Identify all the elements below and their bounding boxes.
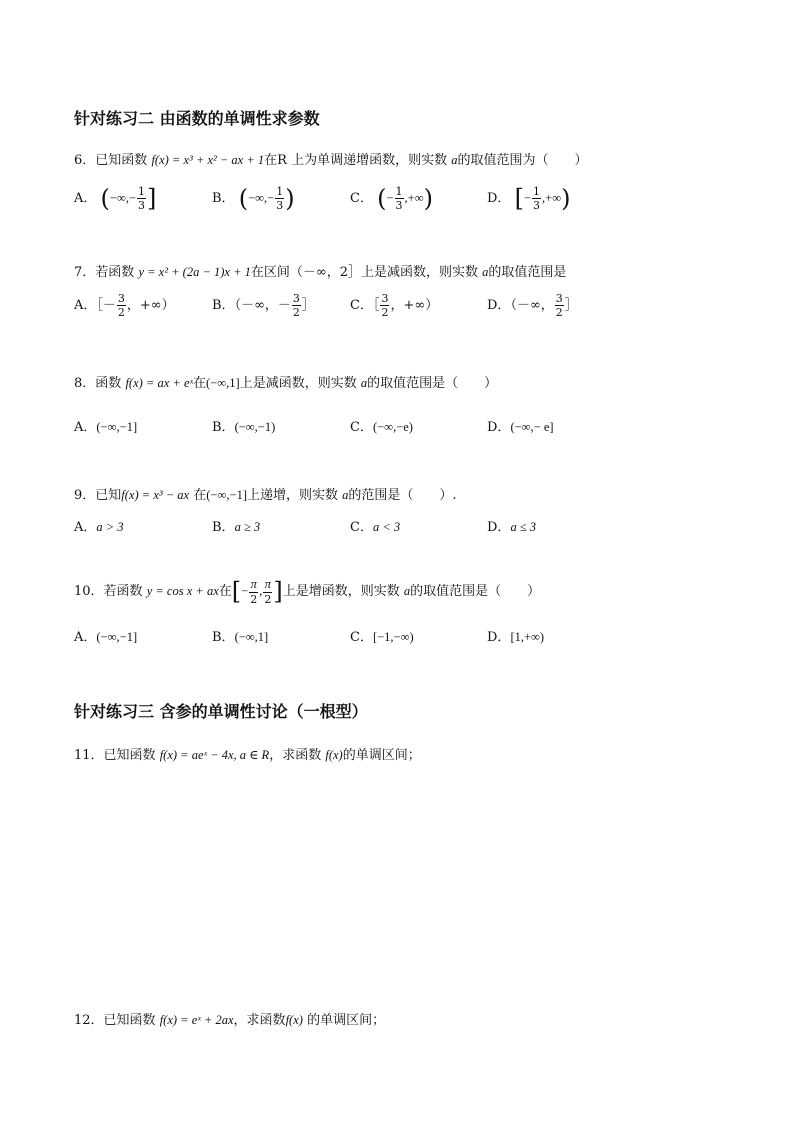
question-number: 12． [74, 1013, 104, 1028]
question-number: 6． [74, 153, 96, 168]
option-9d[interactable]: D．a ≤ 3 [487, 520, 537, 535]
option-10c[interactable]: C．[−1,−∞) [350, 630, 414, 645]
question-number: 8． [74, 376, 96, 391]
question-7: 7．若函数 y = x² + (2a − 1)x + 1在区间（－∞，2］上是减函数，则实数 a的取值范围是 [74, 265, 567, 280]
question-number: 11． [74, 748, 104, 763]
option-9a[interactable]: A．a > 3 [74, 520, 124, 535]
option-6a[interactable]: A． (−∞,− $\frac{1}{3}$ ] [74, 184, 157, 213]
question-number: 10． [74, 583, 104, 599]
section-title-3: 针对练习三 含参的单调性讨论（一根型） [74, 702, 368, 721]
question-10: 10．若函数 y = cos x + ax在[− $\frac{\pi}{2}$ , $\frac{\pi}{2}$ ]上是增函数，则实数 a的取值范围是（ ） [74, 577, 541, 606]
question-number: 7． [74, 265, 96, 280]
formula: y = cos x + ax [146, 583, 219, 598]
formula: f(x) = x³ − ax [121, 488, 190, 502]
option-10b[interactable]: B．(−∞,1] [212, 630, 269, 645]
formula: f(x) = x³ + x² − ax + 1 [151, 153, 265, 167]
question-12: 12．已知函数 f(x) = eˣ + 2ax，求函数f(x) 的单调区间； [74, 1013, 386, 1028]
option-7a[interactable]: A．［－ $\frac{3}{2}$ ，+∞） [74, 292, 175, 319]
option-7c[interactable]: C．［ $\frac{3}{2}$ ，+∞） [350, 292, 439, 319]
question-number: 9． [74, 488, 96, 503]
question-6: 6．已知函数 f(x) = x³ + x² − ax + 1在R 上为单调递增函数，则实数 a的取值范围为（ ） [74, 153, 588, 168]
section-title-2: 针对练习二 由函数的单调性求参数 [74, 109, 320, 128]
formula: y = x² + (2a − 1)x + 1 [138, 265, 251, 279]
option-6d[interactable]: D． [− $\frac{1}{3}$ ,+∞) [487, 184, 571, 213]
option-7b[interactable]: B．（－∞，－ $\frac{3}{2}$ ］ [212, 292, 315, 319]
option-10d[interactable]: D．[1,+∞) [487, 630, 545, 645]
option-6c[interactable]: C． (− $\frac{1}{3}$ ,+∞) [350, 184, 433, 213]
question-8: 8．函数 f(x) = ax + eˣ在(−∞,1]上是减函数，则实数 a的取值范围是（ ） [74, 376, 498, 391]
option-8a[interactable]: A．(−∞,−1] [74, 420, 138, 435]
question-9: 9．已知f(x) = x³ − ax 在(−∞,−1]上递增，则实数 a的范围是（ ）. [74, 488, 457, 503]
option-9b[interactable]: B．a ≥ 3 [212, 520, 261, 535]
question-11: 11．已知函数 f(x) = aeˣ − 4x, a ∈ R，求函数 f(x)的单调区间； [74, 748, 421, 763]
option-8d[interactable]: D．(−∞,− e] [487, 420, 554, 435]
option-8b[interactable]: B．(−∞,−1) [212, 420, 276, 435]
formula: f(x) = ax + eˣ [125, 376, 194, 390]
option-8c[interactable]: C．(−∞,−e) [350, 420, 413, 435]
option-10a[interactable]: A．(−∞,−1] [74, 630, 138, 645]
formula: f(x) = eˣ + 2ax [159, 1013, 234, 1027]
option-9c[interactable]: C．a < 3 [350, 520, 401, 535]
option-7d[interactable]: D．（－∞， $\frac{3}{2}$ ］ [487, 292, 578, 319]
formula: f(x) = aeˣ − 4x, a ∈ R [159, 748, 270, 762]
option-6b[interactable]: B． (−∞,− $\frac{1}{3}$ ) [212, 184, 295, 213]
